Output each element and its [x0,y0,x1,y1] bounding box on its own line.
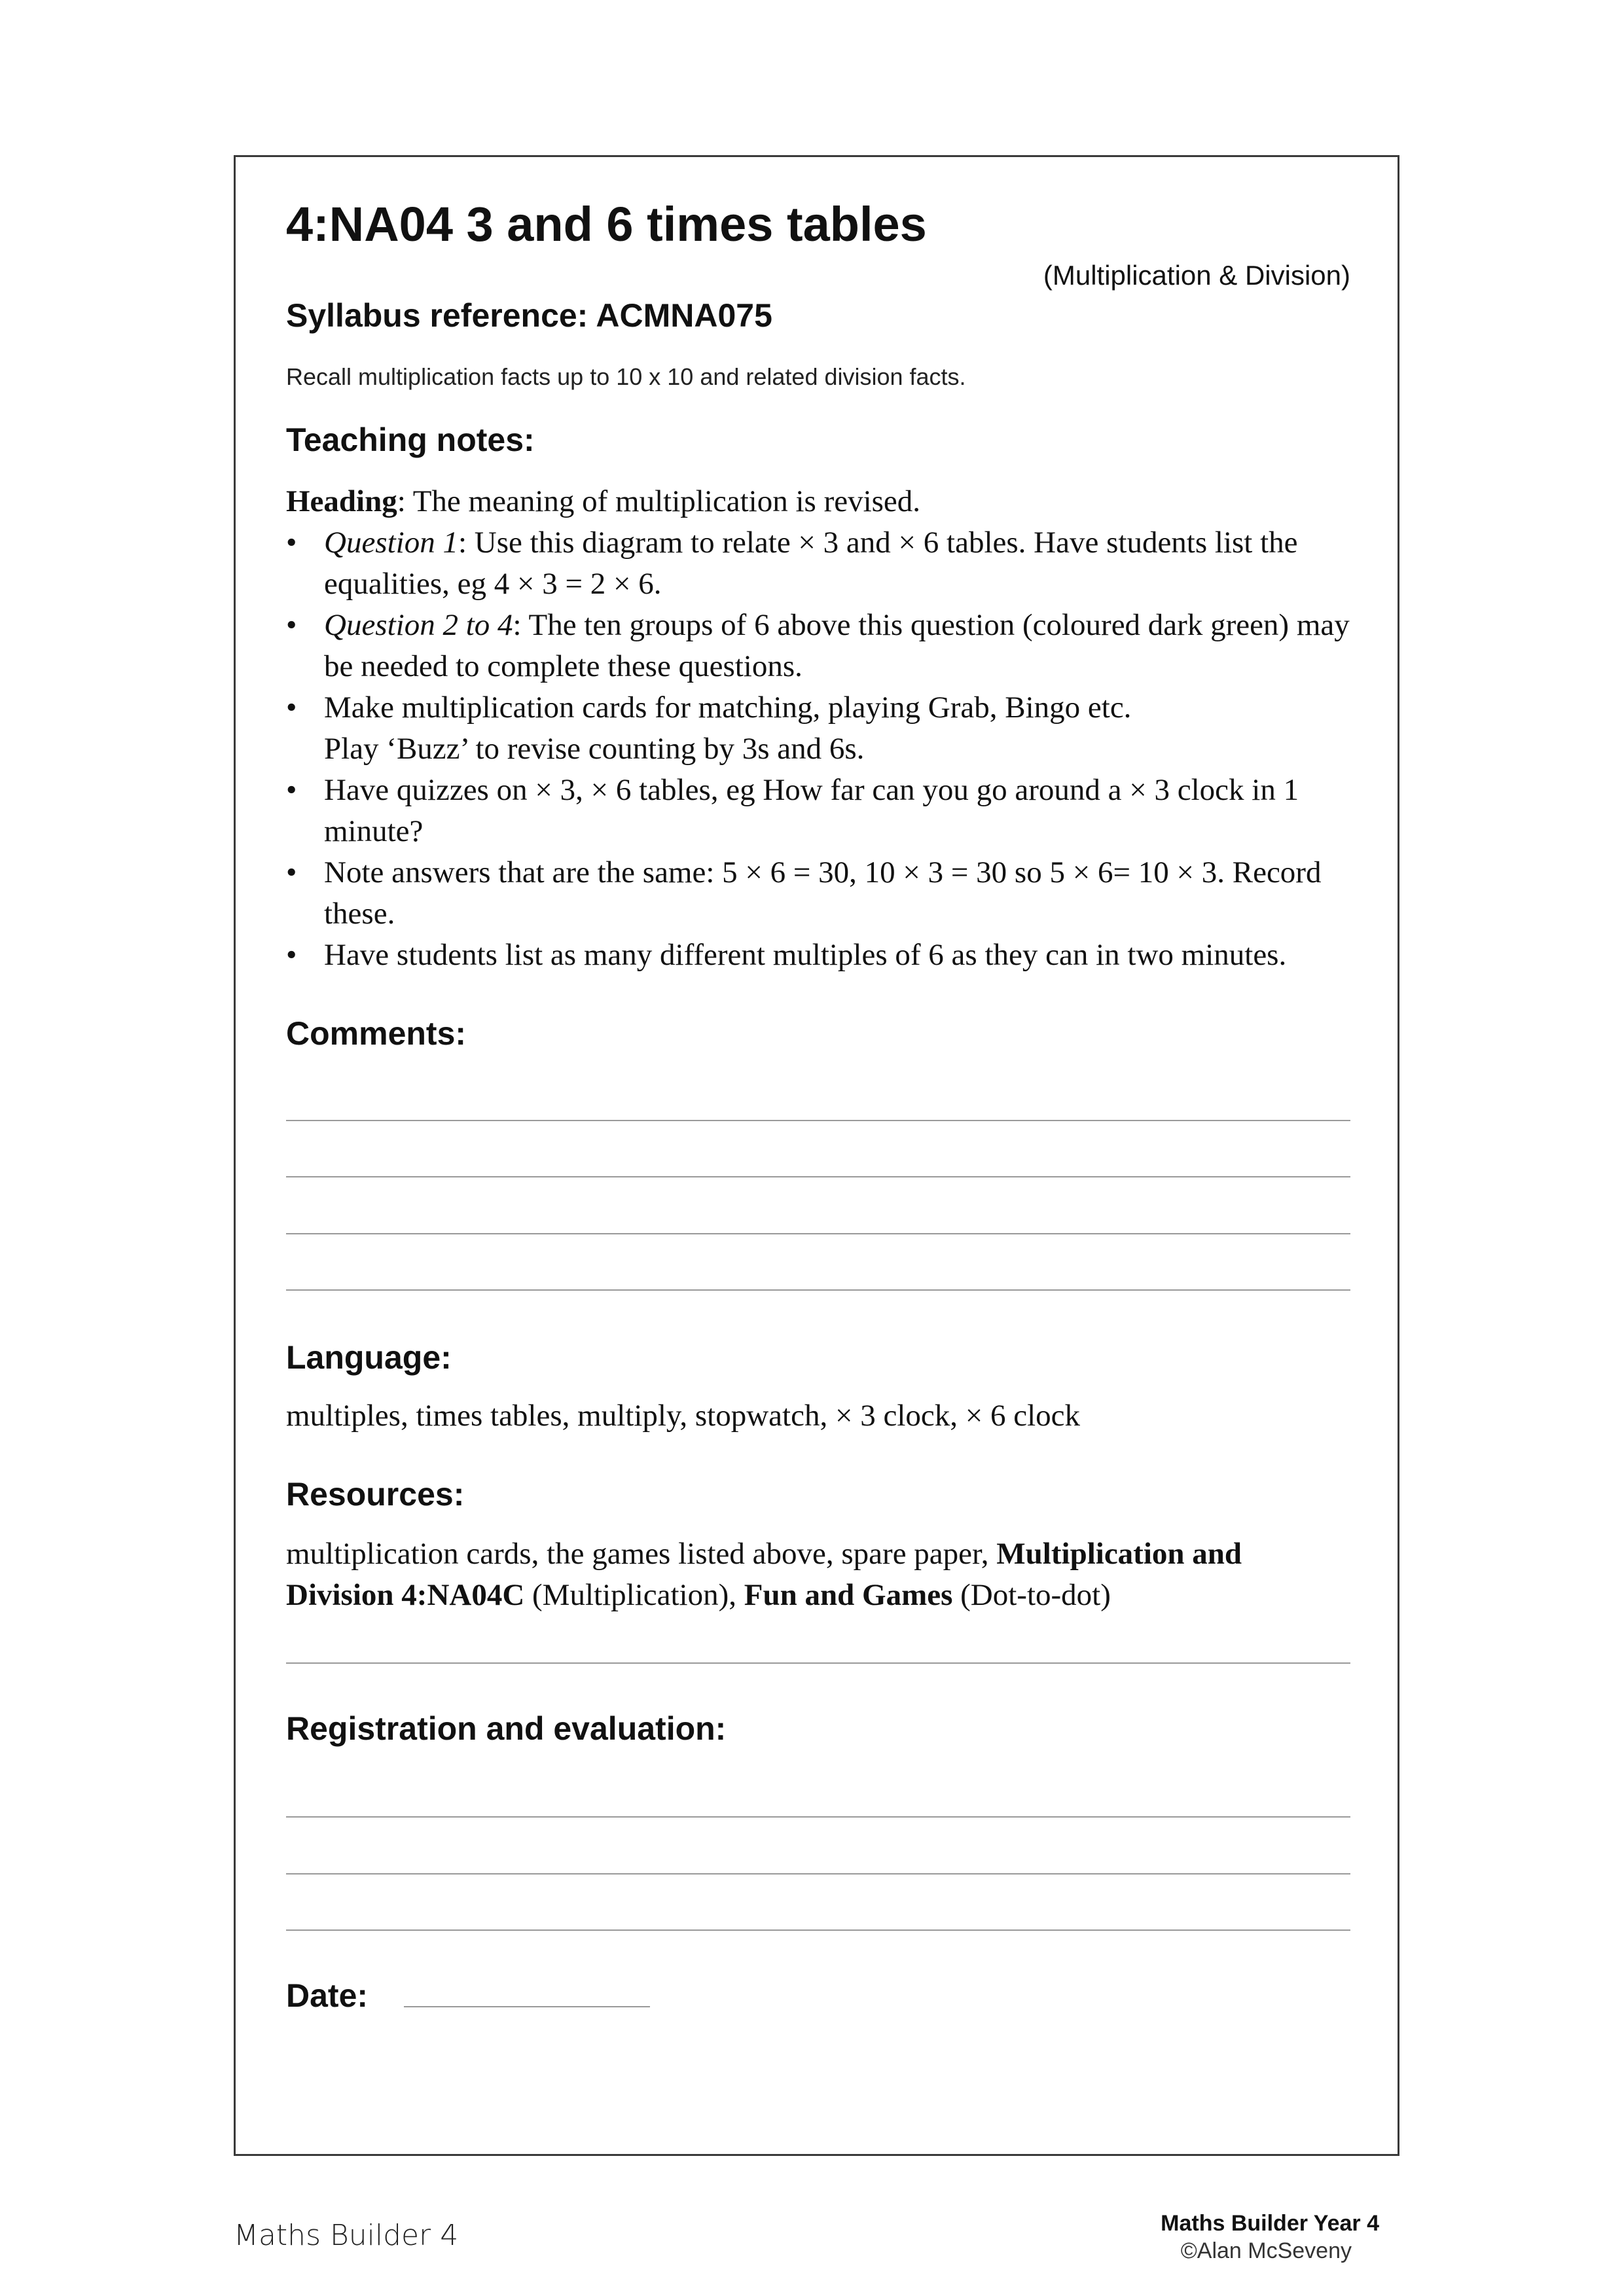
bullet-icon: • [286,526,297,560]
footer-copyright: ©Alan McSeveny [1180,2238,1352,2263]
comments-line[interactable] [286,1233,1350,1234]
list-item [286,522,1353,605]
bullet-icon: • [286,691,297,725]
comments-line[interactable] [286,1289,1350,1291]
comments-heading: Comments: [286,1015,467,1052]
item-line: Make multiplication cards for matching, playing Grab, Bingo etc. [324,691,1132,725]
syllabus-text: Recall multiplication facts up to 10 x 10 and related division facts. [286,363,966,390]
teaching-notes-body [286,481,1353,976]
question-label: Question 2 to 4 [324,608,513,642]
bullet-icon: • [286,855,297,889]
resources-heading: Resources: [286,1476,465,1513]
list-item [286,687,1353,770]
bullet-icon: • [286,608,297,642]
question-label: Question 1 [324,526,458,560]
date-label: Date: [286,1977,369,2014]
resources-text-part: multiplication cards, the games listed above, spare paper, [286,1537,997,1571]
resource-title: Fun and Games [744,1578,953,1612]
resources-text-part: (Multiplication), [524,1578,744,1612]
teaching-notes-list [286,522,1353,976]
footer-book-title: Maths Builder 4 [234,2219,459,2252]
list-item [286,935,1353,976]
registration-line[interactable] [286,1873,1350,1874]
footer-series-title: Maths Builder Year 4 [1161,2211,1379,2236]
item-text: Have quizzes on × 3, × 6 tables, eg How far can you go around a × 3 clock in 1 minute? [324,773,1299,848]
syllabus-heading: Syllabus reference: ACMNA075 [286,297,772,334]
item-text: Note answers that are the same: 5 × 6 = 30, 10 × 3 = 30 so 5 × 6= 10 × 3. Record these. [324,855,1322,931]
teaching-notes-intro [286,481,1353,522]
resources-divider [286,1662,1350,1664]
list-item [286,852,1353,935]
question-text: : The ten groups of 6 above this question (coloured dark green) may be needed to complete these questions. [324,608,1350,683]
registration-line[interactable] [286,1816,1350,1818]
item-line: Play ‘Buzz’ to revise counting by 3s and 6s. [324,732,865,766]
intro-bold: Heading [286,484,397,518]
page-title: 4:NA04 3 and 6 times tables [286,197,927,251]
list-item [286,770,1353,852]
resource-title: Multiplication and Division 4:NA04C [286,1537,1242,1612]
registration-heading: Registration and evaluation: [286,1710,727,1747]
language-heading: Language: [286,1339,452,1376]
comments-line[interactable] [286,1120,1350,1121]
registration-line[interactable] [286,1929,1350,1931]
language-text: multiples, times tables, multiply, stopwatch, × 3 clock, × 6 clock [286,1399,1081,1433]
intro-text: : The meaning of multiplication is revised. [397,484,921,518]
comments-line[interactable] [286,1176,1350,1177]
list-item [286,605,1353,687]
bullet-icon: • [286,938,297,972]
question-text: : Use this diagram to relate × 3 and × 6 tables. Have students list the equalities, eg 4 × 3 = 2 × 6. [324,526,1298,601]
page-subtitle: (Multiplication & Division) [1043,260,1350,291]
resources-text [286,1534,1353,1616]
item-text: Have students list as many different multiples of 6 as they can in two minutes. [324,938,1287,972]
teaching-notes-heading: Teaching notes: [286,422,535,458]
resources-text-part: (Dot-to-dot) [952,1578,1111,1612]
bullet-icon: • [286,773,297,807]
date-field-line[interactable] [404,2006,650,2007]
